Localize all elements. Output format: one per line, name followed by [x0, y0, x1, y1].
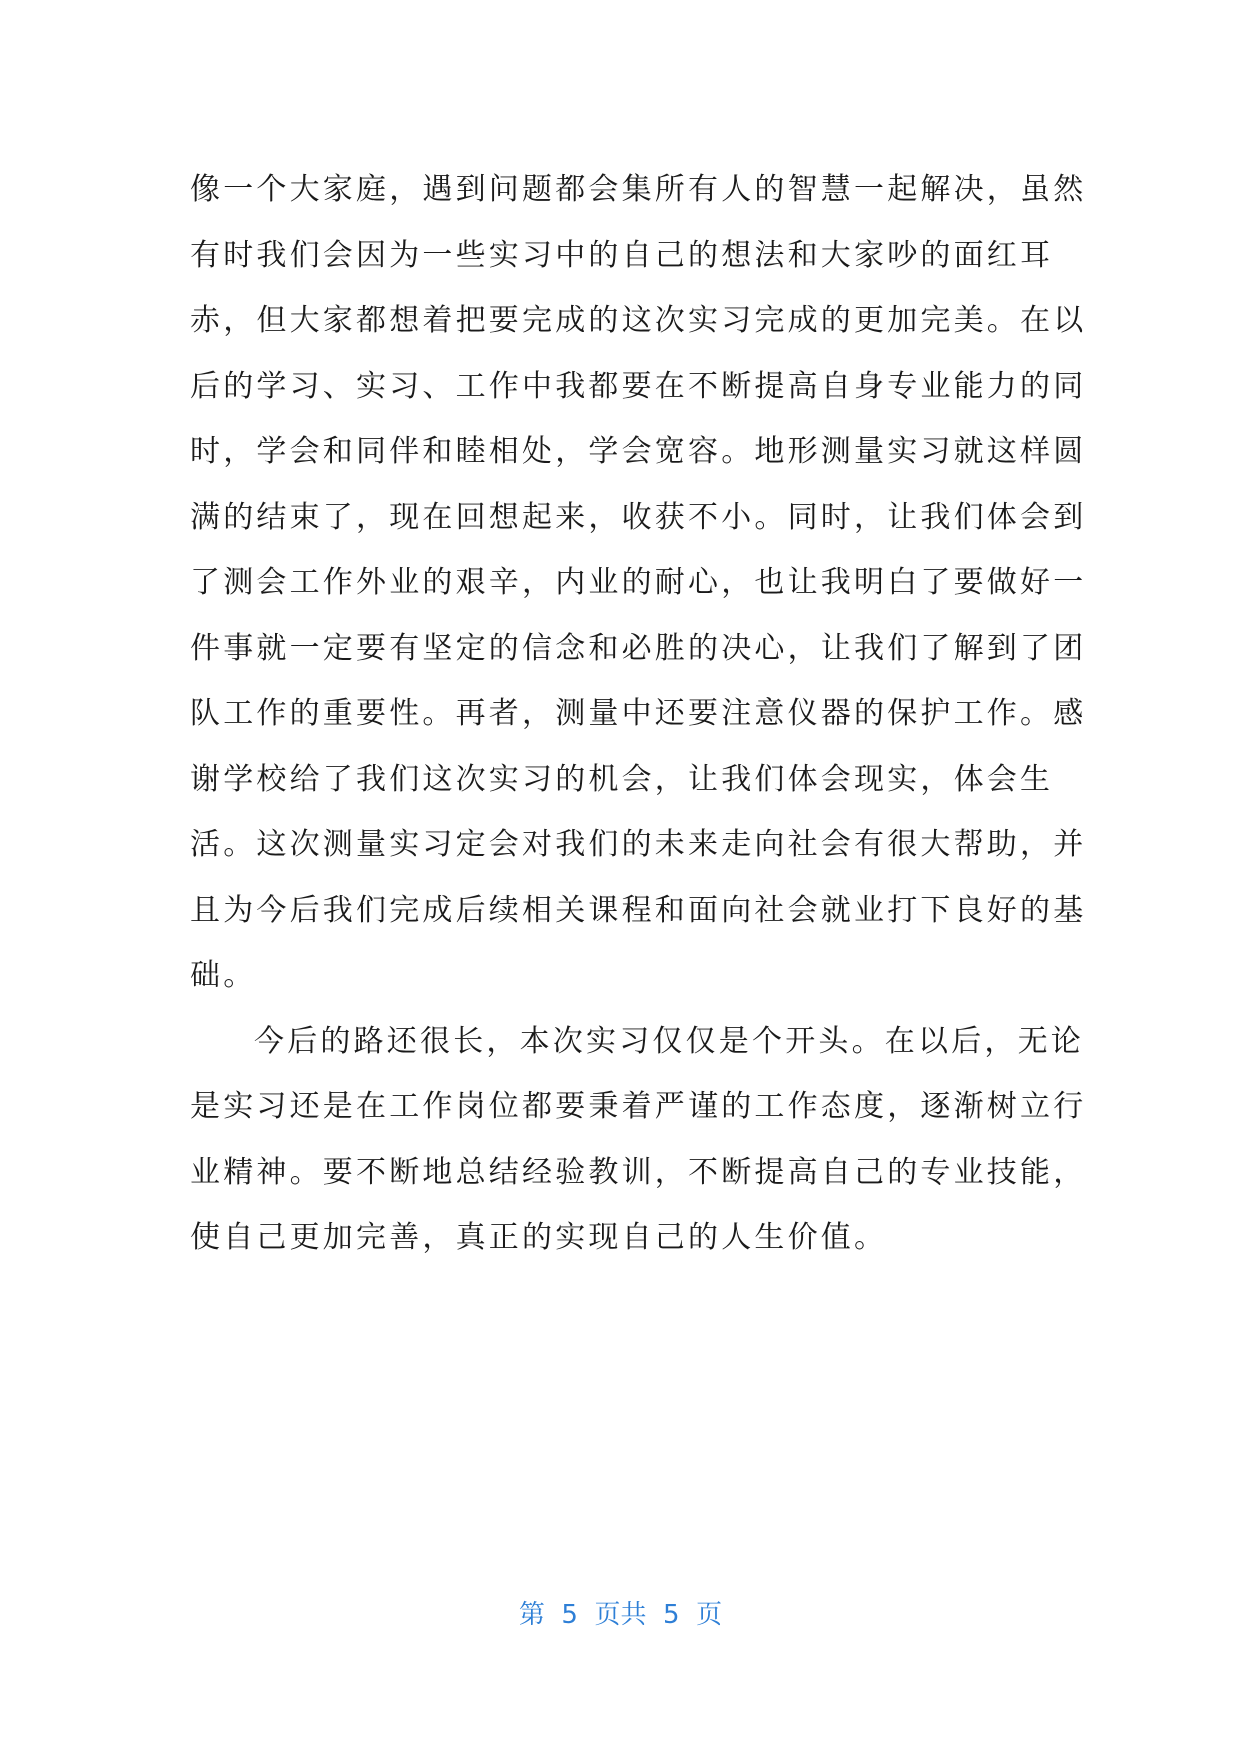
text-line: 件事就一定要有坚定的信念和必胜的决心，让我们了解到了团 [190, 630, 1087, 666]
paragraph-1 [190, 157, 1087, 1009]
text-line: 后的学习、实习、工作中我都要在不断提高自身专业能力的同 [190, 368, 1087, 404]
body-text [190, 157, 1087, 1271]
text-line: 础。 [190, 958, 257, 993]
text-line: 今后的路还很长，本次实习仅仅是个开头。在以后，无论 [254, 1023, 1084, 1059]
text-line: 是实习还是在工作岗位都要秉着严谨的工作态度，逐渐树立行 [190, 1089, 1087, 1124]
text-line: 时，学会和同伴和睦相处，学会宽容。地形测量实习就这样圆 [190, 434, 1087, 469]
text-line: 队工作的重要性。再者，测量中还要注意仪器的保护工作。感 [190, 696, 1087, 731]
text-line: 业精神。要不断地总结经验教训，不断提高自己的专业技能， [190, 1154, 1087, 1190]
text-line: 有时我们会因为一些实习中的自己的想法和大家吵的面红耳 [190, 237, 1054, 273]
text-line: 且为今后我们完成后续相关课程和面向社会就业打下良好的基 [190, 892, 1087, 928]
text-line: 满的结束了，现在回想起来，收获不小。同时，让我们体会到 [190, 499, 1087, 535]
text-line: 谢学校给了我们这次实习的机会，让我们体会现实，体会生 [190, 761, 1054, 797]
text-line: 使自己更加完善，真正的实现自己的人生价值。 [190, 1220, 888, 1255]
text-line: 赤，但大家都想着把要完成的这次实习完成的更加完美。在以 [190, 303, 1087, 338]
paragraph-2 [190, 1009, 1087, 1271]
text-line: 活。这次测量实习定会对我们的未来走向社会有很大帮助，并 [190, 827, 1087, 862]
text-line: 像一个大家庭，遇到问题都会集所有人的智慧一起解决，虽然 [190, 172, 1087, 207]
page-number-footer: 第 5 页共 5 页 [518, 1600, 723, 1630]
text-line: 了测会工作外业的艰辛，内业的耐心，也让我明白了要做好一 [190, 565, 1087, 600]
